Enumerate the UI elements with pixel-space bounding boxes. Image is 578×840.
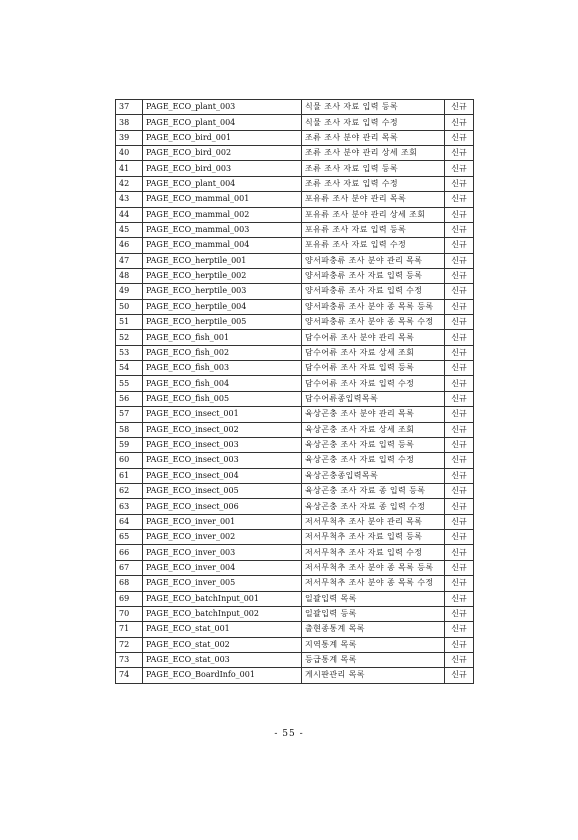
row-number-cell: 64: [116, 514, 143, 529]
description-cell: 담수어류 조사 자료 입력 수정: [302, 376, 445, 391]
table-row: [116, 238, 474, 253]
description-cell: 출현종통계 목록: [302, 622, 445, 637]
row-number-cell: 44: [116, 207, 143, 222]
table-row: [116, 345, 474, 360]
status-cell: 신규: [445, 238, 474, 253]
table-row: [116, 606, 474, 621]
status-cell: 신규: [445, 652, 474, 667]
page-id-cell: PAGE_ECO_herptile_002: [143, 268, 302, 283]
table-row: [116, 376, 474, 391]
row-number-cell: 70: [116, 606, 143, 621]
row-number-cell: 50: [116, 299, 143, 314]
page-id-cell: PAGE_ECO_fish_001: [143, 330, 302, 345]
table-row: [116, 161, 474, 176]
row-number-cell: 73: [116, 652, 143, 667]
description-cell: 양서파충류 조사 자료 입력 등록: [302, 268, 445, 283]
table-row: [116, 284, 474, 299]
row-number-cell: 69: [116, 591, 143, 606]
row-number-cell: 66: [116, 545, 143, 560]
table-row: [116, 330, 474, 345]
page-id-cell: PAGE_ECO_batchInput_002: [143, 606, 302, 621]
page-id-cell: PAGE_ECO_herptile_005: [143, 315, 302, 330]
status-cell: 신규: [445, 115, 474, 130]
table-row: [116, 315, 474, 330]
row-number-cell: 51: [116, 315, 143, 330]
table-row: [116, 437, 474, 452]
status-cell: 신규: [445, 207, 474, 222]
table-row: [116, 407, 474, 422]
table-row: [116, 560, 474, 575]
description-cell: 포유류 조사 자료 입력 등록: [302, 222, 445, 237]
page-id-cell: PAGE_ECO_fish_002: [143, 345, 302, 360]
row-number-cell: 55: [116, 376, 143, 391]
page-id-cell: PAGE_ECO_stat_001: [143, 622, 302, 637]
description-cell: 일괄입력 목록: [302, 591, 445, 606]
page-id-table: [115, 99, 474, 684]
description-cell: 저서무척추 조사 분야 종 목록 수정: [302, 576, 445, 591]
page-id-cell: PAGE_ECO_BoardInfo_001: [143, 668, 302, 683]
page-id-cell: PAGE_ECO_insect_002: [143, 422, 302, 437]
description-cell: 육상곤충 조사 자료 입력 수정: [302, 453, 445, 468]
page-id-cell: PAGE_ECO_plant_003: [143, 100, 302, 115]
status-cell: 신규: [445, 100, 474, 115]
description-cell: 양서파충류 조사 자료 입력 수정: [302, 284, 445, 299]
table-row: [116, 130, 474, 145]
status-cell: 신규: [445, 130, 474, 145]
status-cell: 신규: [445, 545, 474, 560]
page-id-cell: PAGE_ECO_stat_003: [143, 652, 302, 667]
status-cell: 신규: [445, 530, 474, 545]
page-id-cell: PAGE_ECO_bird_002: [143, 146, 302, 161]
status-cell: 신규: [445, 407, 474, 422]
description-cell: 육상곤충 조사 자료 종 입력 등록: [302, 483, 445, 498]
table-row: [116, 100, 474, 115]
table-row: [116, 361, 474, 376]
page-id-cell: PAGE_ECO_insect_006: [143, 499, 302, 514]
row-number-cell: 65: [116, 530, 143, 545]
table-row: [116, 176, 474, 191]
page-id-cell: PAGE_ECO_mammal_002: [143, 207, 302, 222]
row-number-cell: 71: [116, 622, 143, 637]
page-id-cell: PAGE_ECO_fish_005: [143, 391, 302, 406]
description-cell: 양서파충류 조사 분야 종 목록 수정: [302, 315, 445, 330]
status-cell: 신규: [445, 514, 474, 529]
table-row: [116, 652, 474, 667]
status-cell: 신규: [445, 315, 474, 330]
description-cell: 육상곤충 조사 자료 입력 등록: [302, 437, 445, 452]
page-id-cell: PAGE_ECO_mammal_001: [143, 192, 302, 207]
table-row: [116, 391, 474, 406]
status-cell: 신규: [445, 161, 474, 176]
table-row: [116, 545, 474, 560]
description-cell: 포유류 조사 분야 관리 목록: [302, 192, 445, 207]
row-number-cell: 46: [116, 238, 143, 253]
row-number-cell: 67: [116, 560, 143, 575]
description-cell: 조류 조사 분야 관리 상세 조회: [302, 146, 445, 161]
table-row: [116, 253, 474, 268]
page-id-cell: PAGE_ECO_inver_004: [143, 560, 302, 575]
table-row: [116, 222, 474, 237]
page-number: - 55 -: [274, 729, 304, 739]
description-cell: 양서파충류 조사 분야 관리 목록: [302, 253, 445, 268]
table-row: [116, 576, 474, 591]
description-cell: 육상곤충 조사 자료 상세 조회: [302, 422, 445, 437]
row-number-cell: 57: [116, 407, 143, 422]
row-number-cell: 41: [116, 161, 143, 176]
status-cell: 신규: [445, 192, 474, 207]
page-id-cell: PAGE_ECO_inver_001: [143, 514, 302, 529]
table-row: [116, 192, 474, 207]
description-cell: 식물 조사 자료 입력 등록: [302, 100, 445, 115]
page-id-cell: PAGE_ECO_plant_004: [143, 115, 302, 130]
table-row: [116, 453, 474, 468]
row-number-cell: 63: [116, 499, 143, 514]
row-number-cell: 42: [116, 176, 143, 191]
row-number-cell: 52: [116, 330, 143, 345]
description-cell: 육상곤충 조사 자료 종 입력 수정: [302, 499, 445, 514]
status-cell: 신규: [445, 284, 474, 299]
page-id-cell: PAGE_ECO_inver_002: [143, 530, 302, 545]
table-row: [116, 622, 474, 637]
status-cell: 신규: [445, 146, 474, 161]
row-number-cell: 53: [116, 345, 143, 360]
page-id-cell: PAGE_ECO_insect_003: [143, 453, 302, 468]
table-row: [116, 422, 474, 437]
description-cell: 등급통계 목록: [302, 652, 445, 667]
status-cell: 신규: [445, 468, 474, 483]
status-cell: 신규: [445, 268, 474, 283]
description-cell: 일괄입력 등록: [302, 606, 445, 621]
page-id-cell: PAGE_ECO_herptile_003: [143, 284, 302, 299]
page-id-cell: PAGE_ECO_mammal_004: [143, 238, 302, 253]
status-cell: 신규: [445, 253, 474, 268]
description-cell: 지역통계 목록: [302, 637, 445, 652]
page-id-cell: PAGE_ECO_inver_005: [143, 576, 302, 591]
status-cell: 신규: [445, 437, 474, 452]
row-number-cell: 59: [116, 437, 143, 452]
table-row: [116, 268, 474, 283]
row-number-cell: 54: [116, 361, 143, 376]
table-row: [116, 668, 474, 683]
row-number-cell: 38: [116, 115, 143, 130]
table-body: [116, 100, 474, 684]
status-cell: 신규: [445, 176, 474, 191]
table-row: [116, 146, 474, 161]
table-row: [116, 591, 474, 606]
status-cell: 신규: [445, 637, 474, 652]
row-number-cell: 60: [116, 453, 143, 468]
page-id-cell: PAGE_ECO_inver_003: [143, 545, 302, 560]
status-cell: 신규: [445, 622, 474, 637]
page-id-cell: PAGE_ECO_fish_003: [143, 361, 302, 376]
description-cell: 저서무척추 조사 분야 관리 목록: [302, 514, 445, 529]
description-cell: 육상곤충종입력목록: [302, 468, 445, 483]
row-number-cell: 45: [116, 222, 143, 237]
row-number-cell: 39: [116, 130, 143, 145]
description-cell: 조류 조사 자료 입력 수정: [302, 176, 445, 191]
page-id-cell: PAGE_ECO_insect_005: [143, 483, 302, 498]
row-number-cell: 56: [116, 391, 143, 406]
page-id-cell: PAGE_ECO_insect_003: [143, 437, 302, 452]
page-id-cell: PAGE_ECO_fish_004: [143, 376, 302, 391]
row-number-cell: 48: [116, 268, 143, 283]
description-cell: 담수어류 조사 분야 관리 목록: [302, 330, 445, 345]
description-cell: 저서무척추 조사 분야 종 목록 등록: [302, 560, 445, 575]
status-cell: 신규: [445, 376, 474, 391]
description-cell: 조류 조사 분야 관리 목록: [302, 130, 445, 145]
row-number-cell: 43: [116, 192, 143, 207]
status-cell: 신규: [445, 576, 474, 591]
description-cell: 식물 조사 자료 입력 수정: [302, 115, 445, 130]
description-cell: 조류 조사 자료 입력 등록: [302, 161, 445, 176]
description-cell: 담수어류종입력목록: [302, 391, 445, 406]
row-number-cell: 61: [116, 468, 143, 483]
table-row: [116, 468, 474, 483]
description-cell: 포유류 조사 분야 관리 상세 조회: [302, 207, 445, 222]
page-id-cell: PAGE_ECO_stat_002: [143, 637, 302, 652]
page-id-cell: PAGE_ECO_bird_001: [143, 130, 302, 145]
row-number-cell: 40: [116, 146, 143, 161]
description-cell: 육상곤충 조사 분야 관리 목록: [302, 407, 445, 422]
row-number-cell: 37: [116, 100, 143, 115]
status-cell: 신규: [445, 361, 474, 376]
status-cell: 신규: [445, 560, 474, 575]
page-id-cell: PAGE_ECO_herptile_001: [143, 253, 302, 268]
table-row: [116, 207, 474, 222]
table-row: [116, 637, 474, 652]
status-cell: 신규: [445, 345, 474, 360]
page-id-cell: PAGE_ECO_herptile_004: [143, 299, 302, 314]
status-cell: 신규: [445, 422, 474, 437]
row-number-cell: 49: [116, 284, 143, 299]
description-cell: 포유류 조사 자료 입력 수정: [302, 238, 445, 253]
description-cell: 저서무척추 조사 자료 입력 수정: [302, 545, 445, 560]
status-cell: 신규: [445, 222, 474, 237]
page-id-cell: PAGE_ECO_mammal_003: [143, 222, 302, 237]
status-cell: 신규: [445, 499, 474, 514]
status-cell: 신규: [445, 391, 474, 406]
status-cell: 신규: [445, 606, 474, 621]
status-cell: 신규: [445, 668, 474, 683]
row-number-cell: 47: [116, 253, 143, 268]
row-number-cell: 68: [116, 576, 143, 591]
row-number-cell: 74: [116, 668, 143, 683]
row-number-cell: 72: [116, 637, 143, 652]
status-cell: 신규: [445, 453, 474, 468]
description-cell: 담수어류 조사 자료 입력 등록: [302, 361, 445, 376]
page-id-cell: PAGE_ECO_bird_003: [143, 161, 302, 176]
description-cell: 저서무척추 조사 자료 입력 등록: [302, 530, 445, 545]
page-id-cell: PAGE_ECO_insect_001: [143, 407, 302, 422]
table-row: [116, 299, 474, 314]
table-row: [116, 483, 474, 498]
status-cell: 신규: [445, 591, 474, 606]
description-cell: 담수어류 조사 자료 상세 조회: [302, 345, 445, 360]
page-id-cell: PAGE_ECO_insect_004: [143, 468, 302, 483]
table-row: [116, 499, 474, 514]
table-row: [116, 530, 474, 545]
status-cell: 신규: [445, 483, 474, 498]
table-row: [116, 115, 474, 130]
status-cell: 신규: [445, 330, 474, 345]
table-row: [116, 514, 474, 529]
row-number-cell: 62: [116, 483, 143, 498]
description-cell: 게시판관리 목록: [302, 668, 445, 683]
description-cell: 양서파충류 조사 분야 종 목록 등록: [302, 299, 445, 314]
page-id-cell: PAGE_ECO_batchInput_001: [143, 591, 302, 606]
row-number-cell: 58: [116, 422, 143, 437]
page-id-cell: PAGE_ECO_plant_004: [143, 176, 302, 191]
status-cell: 신규: [445, 299, 474, 314]
